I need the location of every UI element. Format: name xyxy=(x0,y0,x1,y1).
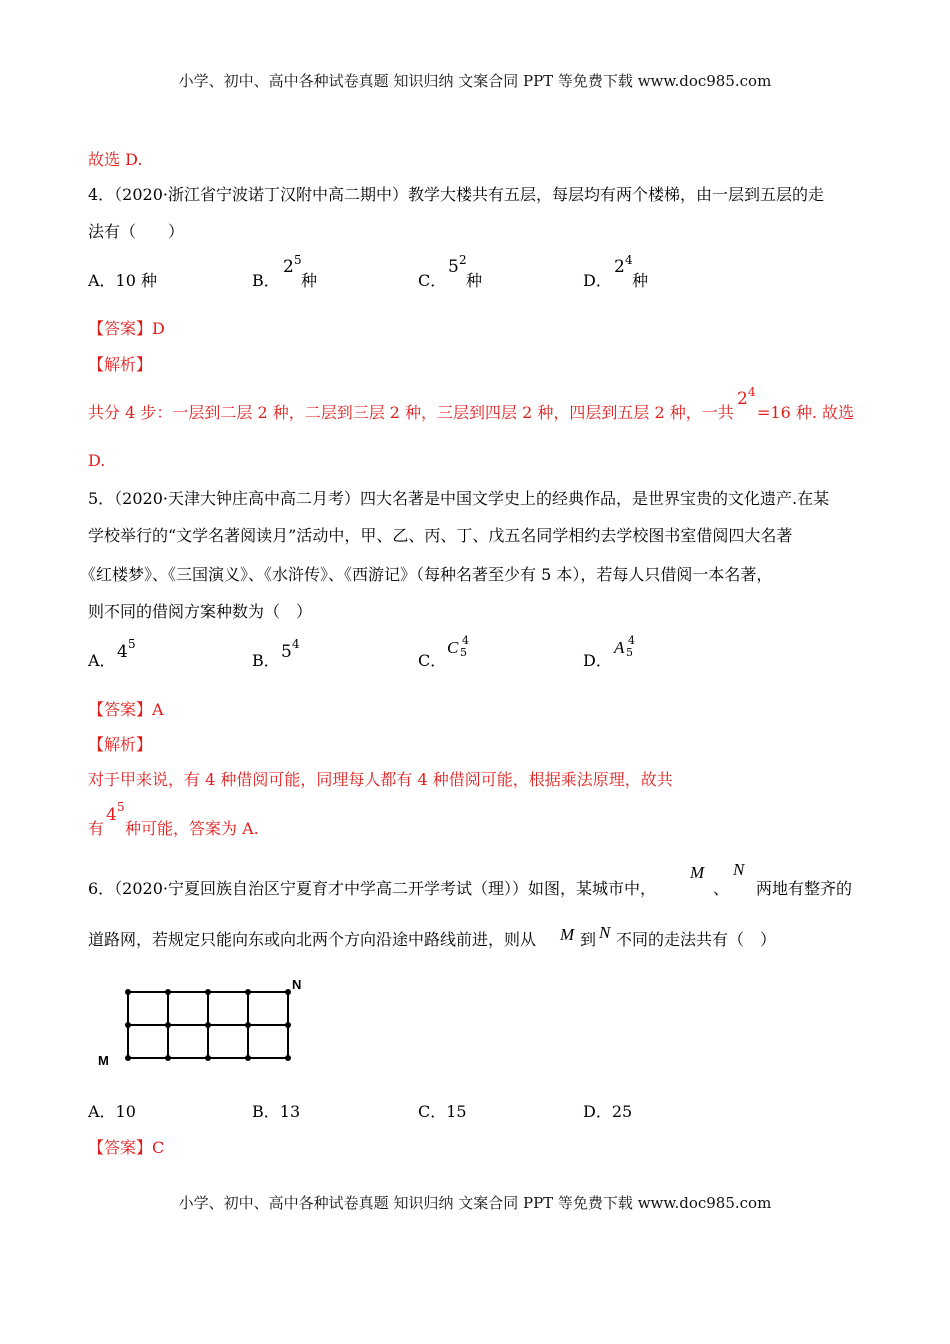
figure-label-m: M xyxy=(98,1053,109,1067)
q5-stem-line2: 学校举行的“文学名著阅读月”活动中，甲、乙、丙、丁、戊五名同学相约去学校图书室借阅四大名著 xyxy=(88,526,793,545)
q4-analysis-line2: D. xyxy=(88,451,106,470)
q6-answer: 【答案】C xyxy=(88,1138,165,1157)
grid-node xyxy=(285,1022,291,1028)
q4-option-d-exponent: 4 xyxy=(625,253,633,267)
q4-stem-line1: 4．（2020·浙江省宁波诺丁汉附中高二期中）教学大楼共有五层，每层均有两个楼梯，由一层到五层的走 xyxy=(88,185,824,204)
q5-option-c-subscript: 5 xyxy=(460,646,467,659)
q5-option-d-superscript: 4 xyxy=(628,634,635,647)
q5-analysis-line2b: 种可能，答案为 A. xyxy=(125,819,259,838)
q4-analysis-title: 【解析】 xyxy=(88,355,153,374)
q5-analysis-base: 4 xyxy=(106,805,117,825)
q5-option-a-base: 4 xyxy=(117,642,128,662)
q4-option-b-label: B． xyxy=(252,271,280,290)
q5-analysis-exponent: 5 xyxy=(117,800,125,814)
grid-node xyxy=(165,1022,171,1028)
q5-option-d-base: A xyxy=(614,638,625,657)
q4-option-c-exponent: 2 xyxy=(459,253,467,267)
q6-stem-line2b: 不同的走法共有（ ） xyxy=(616,930,777,949)
q4-answer: 【答案】D xyxy=(88,319,165,338)
grid-node xyxy=(245,1055,251,1061)
q4-option-c-base: 5 xyxy=(448,257,459,277)
grid-node xyxy=(285,1055,291,1061)
q5-option-c-label: C． xyxy=(418,651,447,670)
q4-option-c-unit: 种 xyxy=(466,271,483,290)
q5-option-a-exponent: 5 xyxy=(128,637,136,651)
q6-stem-point-m: M xyxy=(690,863,705,882)
q4-analysis-base: 2 xyxy=(737,389,748,409)
q4-stem-line2: 法有（ ） xyxy=(88,222,185,241)
q4-option-b-base: 2 xyxy=(283,257,294,277)
q6-stem-to: 到 xyxy=(580,930,597,949)
q6-stem-from-m: M xyxy=(560,925,575,944)
q6-road-grid-figure xyxy=(95,975,315,1067)
q6-option-b: B．13 xyxy=(252,1102,301,1121)
q6-stem-separator: 、 xyxy=(713,879,730,898)
q6-stem-line2a: 道路网，若规定只能向东或向北两个方向沿途中路线前进，则从 xyxy=(88,930,537,949)
grid-node xyxy=(125,989,131,995)
q5-stem-line1: 5．（2020·天津大钟庄高中高二月考）四大名著是中国文学史上的经典作品，是世界宝贵的文化遗产.在某 xyxy=(88,489,830,508)
q6-option-d: D．25 xyxy=(583,1102,633,1121)
grid-node xyxy=(245,989,251,995)
q5-option-a-label: A． xyxy=(88,651,116,670)
grid-node xyxy=(125,1055,131,1061)
q4-option-a: A．10 种 xyxy=(88,271,158,290)
q6-stem-line1b: 两地有整齐的 xyxy=(756,879,853,898)
q6-stem-to-n: N xyxy=(599,923,611,942)
q5-answer: 【答案】A xyxy=(88,700,164,719)
q4-analysis-exponent: 4 xyxy=(748,385,756,399)
q4-option-d-base: 2 xyxy=(614,257,625,277)
grid-node xyxy=(205,989,211,995)
q5-analysis-line2a: 有 xyxy=(88,819,105,838)
figure-label-n: N xyxy=(292,977,302,992)
q6-option-c: C．15 xyxy=(418,1102,467,1121)
q6-stem-line1a: 6．（2020·宁夏回族自治区宁夏育才中学高二开学考试（理））如图，某城市中， xyxy=(88,879,656,898)
q4-option-c-label: C． xyxy=(418,271,447,290)
grid-node xyxy=(165,989,171,995)
q5-analysis-title: 【解析】 xyxy=(88,735,153,754)
q5-option-b-exponent: 4 xyxy=(292,637,300,651)
grid-node xyxy=(125,1022,131,1028)
page-footer: 小学、初中、高中各种试卷真题 知识归纳 文案合同 PPT 等免费下载 www.doc985.com xyxy=(178,1194,772,1212)
q5-option-c-base: C xyxy=(447,638,459,657)
q4-option-d xyxy=(583,268,612,291)
q5-option-b-label: B． xyxy=(252,651,280,670)
q5-option-b-base: 5 xyxy=(281,642,292,662)
q6-option-a: A．10 xyxy=(88,1102,136,1121)
q5-stem-line3: 《红楼梦》、《三国演义》、《水浒传》、《西游记》（每种名著至少有 5 本），若每人只借阅一本名著， xyxy=(80,565,773,584)
q4-option-b xyxy=(252,268,280,291)
q4-analysis-line1a: 共分 4 步：一层到二层 2 种，二层到三层 2 种，三层到四层 2 种，四层到五层 2 种，一共 xyxy=(88,403,734,422)
q4-option-d-unit: 种 xyxy=(632,271,649,290)
q4-analysis-line1b: =16 种. 故选 xyxy=(757,403,855,422)
q5-stem-line4: 则不同的借阅方案种数为（ ） xyxy=(88,602,313,621)
q4-option-b-unit: 种 xyxy=(301,271,318,290)
grid-node xyxy=(205,1055,211,1061)
prev-answer-conclusion: 故选 D. xyxy=(88,150,143,169)
q4-option-b-exponent: 5 xyxy=(294,253,302,267)
q5-option-d-label: D． xyxy=(583,651,612,670)
grid-node xyxy=(245,1022,251,1028)
grid-node xyxy=(285,989,291,995)
q5-analysis-line1: 对于甲来说，有 4 种借阅可能，同理每人都有 4 种借阅可能，根据乘法原理，故共 xyxy=(88,770,673,789)
page-header: 小学、初中、高中各种试卷真题 知识归纳 文案合同 PPT 等免费下载 www.doc985.com xyxy=(178,72,772,90)
q6-stem-point-n: N xyxy=(733,860,745,879)
q4-option-c xyxy=(418,268,446,291)
grid-node xyxy=(165,1055,171,1061)
q4-option-d-label: D． xyxy=(583,271,612,290)
q5-option-c-superscript: 4 xyxy=(462,634,469,647)
q5-option-d-subscript: 5 xyxy=(626,646,633,659)
grid-node xyxy=(205,1022,211,1028)
